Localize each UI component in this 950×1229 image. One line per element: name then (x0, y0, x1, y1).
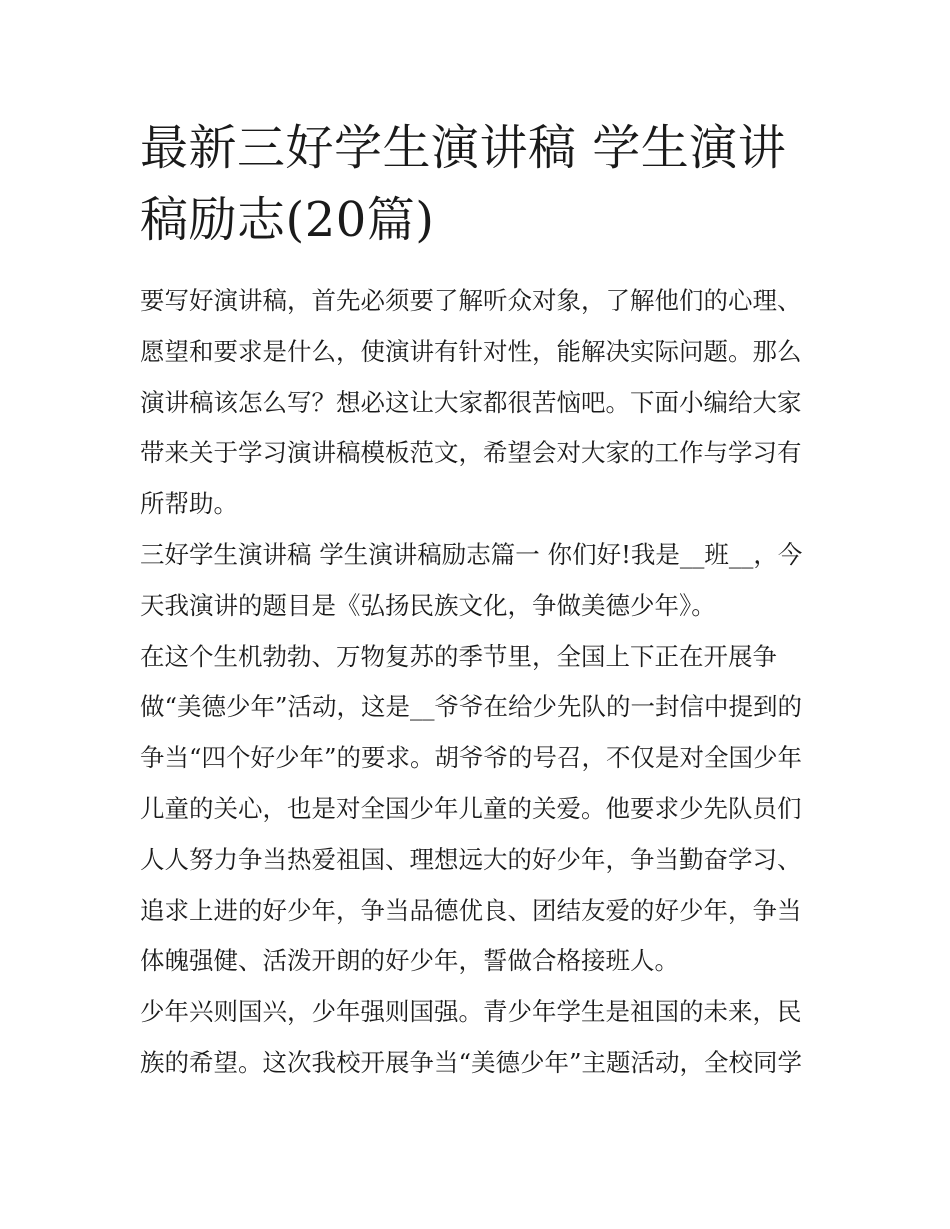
body-line: 愿望和要求是什么，使演讲有针对性，能解决实际问题。那么 (140, 336, 802, 366)
body-line: 三好学生演讲稿 学生演讲稿励志篇一 你们好!我是__班__，今 (140, 539, 803, 569)
title-line: 最新三好学生演讲稿 学生演讲 (140, 120, 787, 176)
document-body (140, 276, 812, 1089)
body-line: 体魄强健、活泼开朗的好少年，誓做合格接班人。 (140, 946, 679, 976)
body-line: 少年兴则国兴，少年强则国强。青少年学生是祖国的未来，民 (140, 997, 802, 1027)
title-line: 稿励志(20篇) (140, 192, 435, 248)
body-line: 儿童的关心，也是对全国少年儿童的关爱。他要求少先队员们 (140, 793, 802, 823)
body-line: 所帮助。 (140, 489, 238, 519)
body-line: 在这个生机勃勃、万物复苏的季节里，全国上下正在开展争 (140, 641, 777, 671)
body-line: 天我演讲的题目是《弘扬民族文化，争做美德少年》。 (140, 590, 716, 620)
body-line: 族的希望。这次我校开展争当“美德少年”主题活动，全校同学 (140, 1047, 803, 1077)
body-line: 做“美德少年”活动，这是__爷爷在给少先队的一封信中提到的 (140, 692, 803, 722)
body-line: 带来关于学习演讲稿模板范文，希望会对大家的工作与学习有 (140, 438, 802, 468)
body-line: 要写好演讲稿，首先必须要了解听众对象，了解他们的心理、 (140, 286, 802, 315)
body-line: 争当“四个好少年”的要求。胡爷爷的号召，不仅是对全国少年 (140, 743, 803, 773)
document-title (140, 112, 812, 256)
body-line: 人人努力争当热爱祖国、理想远大的好少年，争当勤奋学习、 (140, 844, 802, 874)
document-page (140, 112, 812, 1089)
body-line: 演讲稿该怎么写？想必这让大家都很苦恼吧。下面小编给大家 (140, 387, 802, 417)
body-line: 追求上进的好少年，争当品德优良、团结友爱的好少年，争当 (140, 895, 802, 925)
